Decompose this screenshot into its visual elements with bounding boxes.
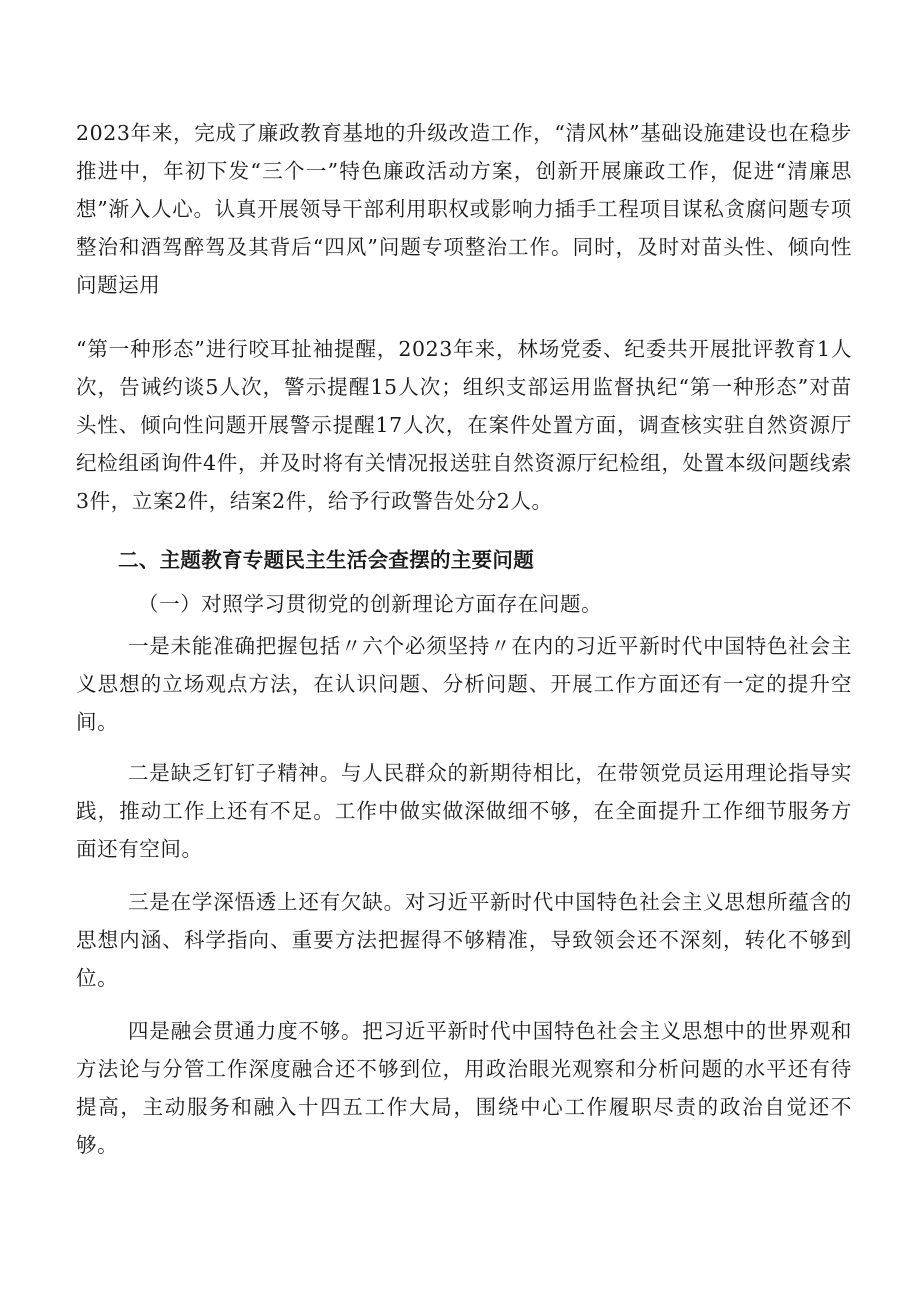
issue-item-1: 一是未能准确把握包括〃六个必须坚持〃在内的习近平新时代中国特色社会主义思想的立场观点方法，在认识问题、分析问题、开展工作方面还有一定的提升空间。 <box>76 634 852 734</box>
issue-item-3: 三是在学深悟透上还有欠缺。对习近平新时代中国特色社会主义思想所蕴含的思想内涵、科学指向、重要方法把握得不够精准，导致领会还不深刻，转化不够到位。 <box>76 890 852 990</box>
paragraph-intro: 2023年来，完成了廉政教育基地的升级改造工作，“清风林”基础设施建设也在稳步推进中，年初下发“三个一”特色廉政活动方案，创新开展廉政工作，促进“清廉思想”渐入人心。认真开展领导干部利用职权或影响力插手工程项目谋私贪腐问题专项整治和酒驾醉驾及其背后“四风”问题专项整治工作。同时，及时对苗头性、倾向性问题运用 <box>76 121 852 297</box>
issue-item-2: 二是缺乏钉钉子精神。与人民群众的新期待相比，在带领党员运用理论指导实践，推动工作上还有不足。工作中做实做深做细不够，在全面提升工作细节服务方面还有空间。 <box>76 761 852 861</box>
paragraph-first-form: “第一种形态”进行咬耳扯袖提醒，2023年来，林场党委、纪委共开展批评教育1人次，告诫约谈5人次，警示提醒15人次；组织支部运用监督执纪“第一种形态”对苗头性、倾向性问题开展警示提醒17人次，在案件处置方面，调查核实驻自然资源厅纪检组函询件4件，并及时将有关情况报送驻自然资源厅纪检组，处置本级问题线索3件，立案2件，结案2件，给予行政警告处分2人。 <box>76 337 852 513</box>
section-heading: 二、主题教育专题民主生活会查摆的主要问题 <box>118 548 534 572</box>
subsection-heading: （一）对照学习贯彻党的创新理论方面存在问题。 <box>138 592 603 616</box>
issue-item-4: 四是融会贯通力度不够。把习近平新时代中国特色社会主义思想中的世界观和方法论与分管工作深度融合还不够到位，用政治眼光观察和分析问题的水平还有待提高，主动服务和融入十四五工作大局，围绕中心工作履职尽责的政治自觉还不够。 <box>76 1019 852 1157</box>
